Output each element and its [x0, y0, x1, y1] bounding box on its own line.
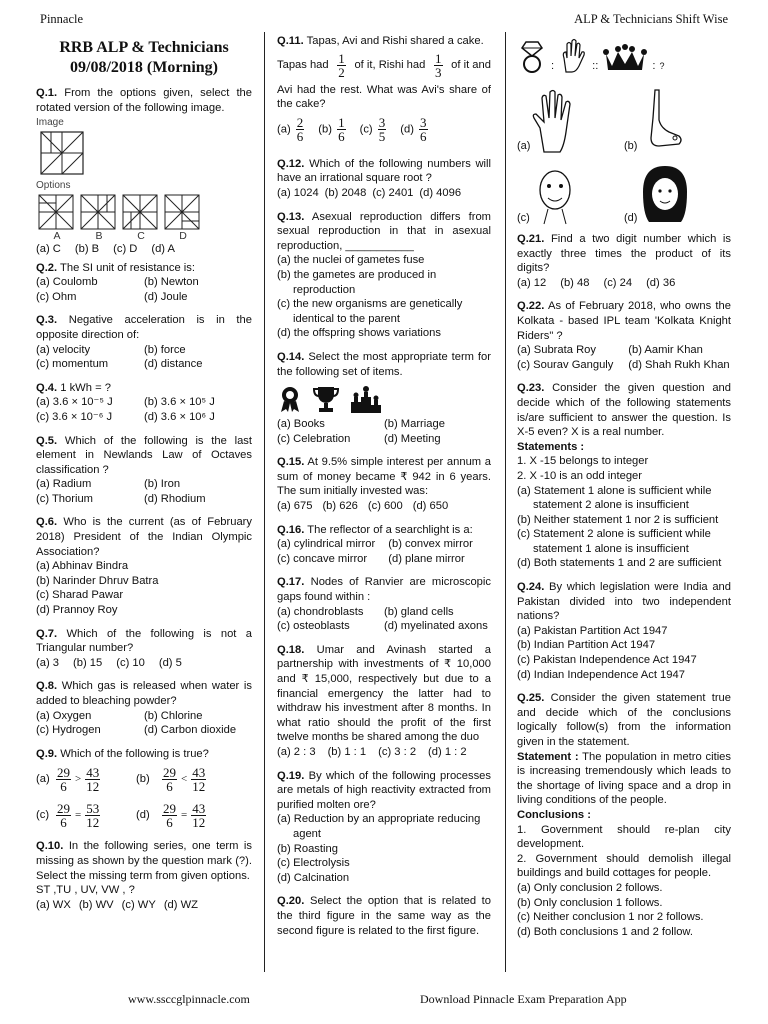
foot-icon: [637, 88, 687, 154]
question-16: Q.16. The reflector of a searchlight is a: (a) cylindrical mirror (b) convex mirror (c) concave mirror (d) plane mirror: [277, 523, 473, 565]
option-a[interactable]: (a) Statement 1 alone is sufficient while statement 2 alone is insufficient: [517, 484, 712, 512]
option-a[interactable]: (a) $\frac{2}{6}$: [277, 115, 304, 145]
option-b[interactable]: (b) Neither statement 1 nor 2 is sufficient: [517, 513, 719, 526]
series-text: ST ,TU , UV, VW , ?: [36, 884, 135, 897]
option-b[interactable]: (b) WV: [78, 898, 114, 911]
option-b[interactable]: (b) 48: [560, 276, 590, 289]
question-5: Q.5. Which of the following is the last element in Newlands Law of Octaves classification ? (a) Radium (b) Iron (c) Thorium (d) Rhodium: [36, 434, 253, 505]
option-d[interactable]: (d) $\frac{3}{6}$: [400, 115, 427, 145]
option-a[interactable]: (a) Pakistan Partition Act 1947: [517, 624, 668, 637]
option-b[interactable]: (b) $\frac{1}{6}$: [318, 115, 345, 145]
question-4: Q.4. 1 kWh = ? (a) 3.6 × 10⁻⁵ J (b) 3.6 × 10⁵ J (c) 3.6 × 10⁻⁶ J (d) 3.6 × 10⁶ J: [36, 381, 215, 423]
trophy-icon: [313, 385, 339, 413]
fraction-third: $\frac{1}{3}$: [435, 51, 442, 81]
option-d[interactable]: (d) A: [151, 242, 175, 255]
option-a[interactable]: (a) Radium: [36, 478, 92, 491]
option-a[interactable]: (a) 675: [277, 500, 313, 513]
option-d[interactable]: (d) Both conclusions 1 and 2 follow.: [517, 925, 693, 938]
paper-title: RRB ALP & Technicians 09/08/2018 (Morning): [59, 39, 229, 76]
column-divider-1: [264, 32, 265, 972]
woman-hair-icon: [637, 164, 693, 226]
option-b[interactable]: (b) $\frac{29}{6}$ < $\frac{43}{12}$: [136, 764, 206, 794]
option-c[interactable]: (c) $\frac{29}{6}$ = $\frac{53}{12}$: [36, 800, 100, 830]
option-b[interactable]: (b) 15: [73, 656, 103, 669]
option-c[interactable]: (c) Neither conclusion 1 nor 2 follows.: [517, 911, 704, 924]
question-2: Q.2. The SI unit of resistance is: (a) Coulomb (b) Newton (c) Ohm (d) Joule: [36, 261, 199, 303]
question-15: Q.15. At 9.5% simple interest per annum a sum of money became ₹ 942 in 6 years. The sum initially invested was: (a) 675 (b) 626 (c) 600 (d) 650: [277, 456, 491, 513]
option-b[interactable]: (b) Marriage: [384, 418, 445, 431]
podium-icon: [349, 385, 383, 413]
option-a[interactable]: (a) C: [36, 242, 61, 255]
option-b[interactable]: (b) Iron: [144, 478, 181, 491]
question-18: Q.18. Umar and Avinash started a partnership with investments of ₹ 10,000 and ₹ 15,000, respectively but due to a financial emergency the latter had to withdraw his investment after 8 months. In what ratio should the profit of the first twelve months be shared among the duo (a) 2 : 3 (b) 1 : 1 (c) 3 : 2 (d) 1 : 2: [277, 643, 491, 758]
question-21: Q.21. Find a two digit number which is exactly three times the product of its digits? (a) 12 (b) 48 (c) 24 (d) 36: [517, 233, 732, 289]
option-c[interactable]: (c) D: [113, 242, 138, 255]
option-a[interactable]: (a) velocity: [36, 343, 91, 356]
statements-label: Statements :: [517, 440, 585, 453]
conclusion-1: 1. Government should re-plan city development.: [517, 823, 731, 851]
question-11: Q.11. Tapas, Avi and Rishi shared a cake. Tapas had $\frac{1}{2}$ of it, Rishi had $\frac{1}{3}$ of it and Avi had the rest. What was Avi's share of the cake? (a) $\frac{2}{6}$ (b) $\frac{1}{6}$ (c) $\frac{3}{5}$ (d) $\frac{3}{6}$: [277, 35, 491, 145]
option-a[interactable]: (a) 12: [517, 276, 547, 289]
option-a[interactable]: (a) Only conclusion 2 follows.: [517, 881, 663, 894]
option-b[interactable]: (b) Only conclusion 1 follows.: [517, 896, 663, 909]
option-c[interactable]: (c) Pakistan Independence Act 1947: [517, 654, 697, 667]
item-icons: [277, 385, 491, 413]
column-divider-2: [505, 32, 506, 972]
question-6: Q.6. Who is the current (as of February 2018) President of the Indian Olympic Association? (a) Abhinav Bindra (b) Narinder Dhruv Batra (c) Sharad Pawar (d) Prannoy Roy: [36, 516, 253, 617]
footer-website[interactable]: www.ssccglpinnacle.com: [128, 992, 250, 1006]
option-a[interactable]: (a) chondroblasts: [277, 605, 364, 618]
option-b[interactable]: (b) Chlorine: [144, 709, 203, 722]
option-c[interactable]: (c) Electrolysis: [277, 857, 350, 870]
column-2: [277, 34, 491, 947]
option-d[interactable]: (d) Carbon dioxide: [144, 724, 237, 737]
option-c[interactable]: (c) Celebration: [277, 432, 351, 445]
option-d[interactable]: (d) 4096: [419, 186, 462, 199]
option-d[interactable]: (d) Shah Rukh Khan: [628, 358, 730, 371]
options-label: Options: [36, 180, 71, 192]
option-a[interactable]: (a) Coulomb: [36, 276, 98, 289]
column-3: [517, 34, 731, 948]
question-20-figures: : :: : ? (a) (b) (c) (d): [517, 34, 731, 226]
header-left: Pinnacle: [40, 12, 84, 26]
option-a[interactable]: (a) 2 : 3: [277, 745, 316, 758]
option-c[interactable]: (c) 3 : 2: [378, 745, 417, 758]
option-a[interactable]: (a) WX: [36, 898, 71, 911]
column-1: [36, 34, 252, 921]
option-c[interactable]: (c) Sharad Pawar: [36, 589, 124, 602]
option-c[interactable]: (c): [517, 158, 624, 226]
option-c[interactable]: (c) 3.6 × 10⁻⁶ J: [36, 410, 113, 423]
option-b[interactable]: (b) gland cells: [384, 605, 454, 618]
question-9: Q.9. Which of the following is true? (a) $\frac{29}{6}$ > $\frac{43}{12}$ (b) $\frac{29}{6}$ < $\frac{43}{12}$ (c) $\frac{29}{6}$ = $\frac{53}{12}$ (d) $\frac{29}{6}$ = $\frac{43}{12}$: [36, 747, 252, 834]
option-c[interactable]: (c) Ohm: [36, 290, 77, 303]
option-d[interactable]: (d) Prannoy Roy: [36, 604, 118, 617]
option-d[interactable]: (d) Joule: [144, 290, 188, 303]
option-a[interactable]: (a) Books: [277, 418, 325, 431]
hand-icon: [558, 38, 588, 74]
statement-label: Statement :: [517, 750, 579, 763]
option-d[interactable]: (d) the offspring shows variations: [277, 327, 441, 340]
option-d[interactable]: (d) Calcination: [277, 871, 350, 884]
footer-app-promo: Download Pinnacle Exam Preparation App: [420, 992, 627, 1006]
option-a[interactable]: (a) Reduction by an appropriate reducing agent: [277, 813, 481, 840]
option-d[interactable]: (d) Meeting: [384, 432, 441, 445]
option-b[interactable]: (b) Newton: [144, 276, 199, 289]
option-c[interactable]: (c) Sourav Ganguly: [517, 358, 614, 371]
question-figure: [40, 131, 84, 175]
option-d[interactable]: (d) 5: [158, 656, 182, 669]
option-b[interactable]: (b) Narinder Dhruv Batra: [36, 574, 159, 587]
option-d[interactable]: (d) myelinated axons: [384, 620, 488, 633]
option-b[interactable]: (b) Indian Partition Act 1947: [517, 639, 656, 652]
statement-text: The population in metro cities is increasing tremendously which leads to the shortage of living space and a drop in living conditions of the people.: [517, 750, 731, 807]
header-right: ALP & Technicians Shift Wise: [574, 12, 728, 26]
option-b[interactable]: (b) 3.6 × 10⁵ J: [144, 396, 215, 409]
option-b[interactable]: (b) 626: [322, 500, 358, 513]
question-22: Q.22. As of February 2018, who owns the Kolkata - based IPL team 'Kolkata Knight Riders" ? (a) Subrata Roy (b) Aamir Khan (c) Sourav Ganguly (d) Shah Rukh Khan: [517, 300, 731, 371]
option-c[interactable]: (c) concave mirror: [277, 552, 368, 565]
conclusions-label: Conclusions :: [517, 808, 591, 821]
question-17: Q.17. Nodes of Ranvier are microscopic gaps found within : (a) chondroblasts (b) gland cells (c) osteoblasts (d) myelinated axons: [277, 576, 491, 633]
question-7: Q.7. Which of the following is not a Triangular number? (a) 3 (b) 15 (c) 10 (d) 5: [36, 627, 252, 669]
answer-options: [36, 242, 252, 257]
statement-2: 2. X -10 is an odd integer: [517, 469, 643, 482]
option-a[interactable]: (a) 1024: [277, 186, 319, 199]
option-b[interactable]: (b) the gametes are produced in reproduction: [277, 268, 437, 296]
palm-icon: [530, 88, 580, 154]
option-figure-d[interactable]: [164, 194, 200, 230]
ring-icon: [517, 40, 547, 74]
option-figures: [38, 194, 252, 230]
option-c[interactable]: (c) Thorium: [36, 492, 93, 505]
conclusion-2: 2. Government should demolish illegal buildings and build cottages for people.: [517, 852, 731, 880]
option-a[interactable]: (a) cylindrical mirror: [277, 538, 376, 551]
option-d[interactable]: (d) Indian Independence Act 1947: [517, 668, 685, 681]
option-c[interactable]: (c) 10: [116, 656, 145, 669]
option-d[interactable]: (d) Rhodium: [144, 492, 206, 505]
question-1: Q.1. From the options given, select the rotated version of the following image. Image Options A B C D (a) C (b) B (c) D (d) A: [36, 87, 253, 255]
option-c[interactable]: (c) Hydrogen: [36, 724, 101, 737]
face-icon: [530, 164, 580, 226]
question-23: Q.23. Consider the given question and decide which of the following statements is/are sufficient to answer the question. Is X-5 even? X is a real number. Statements : 1. X -15 belongs to integer 2. X -10 is an odd integer (a) Statement 1 alone is sufficient while statement 2 alone is insufficient (b) Neither statement 1 nor 2 is sufficient (c) Statement 2 alone is sufficient while statement 1 alone is insufficient (d) Both statements 1 and 2 are sufficient: [517, 382, 731, 570]
question-3: Q.3. Negative acceleration is in the opposite direction of: (a) velocity (b) force (c) momentum (d) distance: [36, 314, 252, 371]
question-8: Q.8. Which gas is released when water is added to bleaching powder? (a) Oxygen (b) Chlorine (c) Hydrogen (d) Carbon dioxide: [36, 680, 252, 737]
option-d[interactable]: (d) $\frac{29}{6}$ = $\frac{43}{12}$: [136, 800, 206, 830]
option-b[interactable]: (b) B: [74, 242, 100, 255]
option-c[interactable]: (c) osteoblasts: [277, 620, 350, 633]
option-b[interactable]: (b) 1 : 1: [327, 745, 367, 758]
option-c[interactable]: (c) WY: [121, 898, 156, 911]
option-d[interactable]: (d) plane mirror: [388, 552, 465, 565]
image-label: Image: [36, 117, 64, 129]
fraction-half: $\frac{1}{2}$: [338, 51, 345, 81]
option-a[interactable]: (a) 3.6 × 10⁻⁵ J: [36, 396, 113, 409]
option-b[interactable]: (b) 2048: [324, 186, 367, 199]
option-d[interactable]: (d): [624, 158, 731, 226]
crown-icon: [602, 44, 648, 74]
option-b[interactable]: (b): [624, 82, 731, 154]
medal-icon: [277, 385, 303, 413]
option-b[interactable]: (b) force: [144, 343, 186, 356]
option-c[interactable]: (c) 600: [367, 500, 403, 513]
option-d[interactable]: (d) 650: [412, 500, 449, 513]
option-d[interactable]: (d) 3.6 × 10⁶ J: [144, 410, 215, 423]
question-25: Q.25. Consider the given statement true and decide which of the conclusions logically follow(s) from the information given in the statement. Statement : The population in metro cities is increasing tremendously which leads to the shortage of living space and a drop in living conditions of the people. Conclusions : 1. Government should re-plan city development. 2. Government should demolish illegal buildings and build cottages for people. (a) Only conclusion 2 follows. (b) Only conclusion 1 follows. (c) Neither conclusion 1 nor 2 follows. (d) Both conclusions 1 and 2 follow.: [517, 692, 732, 938]
option-a[interactable]: (a) Subrata Roy: [517, 344, 596, 357]
option-b[interactable]: (b) Roasting: [277, 842, 338, 855]
option-d[interactable]: (d) 1 : 2: [428, 745, 467, 758]
option-a[interactable]: (a) $\frac{29}{6}$ > $\frac{43}{12}$: [36, 764, 100, 794]
question-12: Q.12. Which of the following numbers will have an irrational square root ? (a) 1024 (b) 2048 (c) 2401 (d) 4096: [277, 157, 492, 199]
option-b[interactable]: (b) convex mirror: [388, 538, 473, 551]
question-10: Q.10. In the following series, one term is missing as shown by the question mark (?). Select the missing term from given options. ST ,TU , UV, VW , ? (a) WX (b) WV (c) WY (d) WZ: [36, 840, 252, 911]
option-figure-a[interactable]: [38, 194, 74, 230]
option-d[interactable]: (d) WZ: [163, 898, 198, 911]
option-c[interactable]: (c) 24: [603, 276, 633, 289]
option-d[interactable]: (d) 36: [646, 276, 676, 289]
option-a[interactable]: (a) the nuclei of gametes fuse: [277, 254, 425, 267]
option-a[interactable]: (a) Oxygen: [36, 709, 92, 722]
question-13: Q.13. Asexual reproduction differs from sexual reproduction in that in asexual reproduction, ___________ (a) the nuclei of gametes fuse (b) the gametes are produced in reproduction (c) the new organisms are genetically identical to the parent (d) the offspring shows variations: [277, 210, 491, 340]
option-c[interactable]: (c) momentum: [36, 358, 109, 371]
option-d[interactable]: (d) Both statements 1 and 2 are sufficient: [517, 557, 722, 570]
option-a[interactable]: (a) 3: [36, 656, 60, 669]
option-c[interactable]: (c) Statement 2 alone is sufficient while statement 1 alone is insufficient: [517, 528, 711, 555]
option-letters: A B C D: [53, 229, 187, 242]
option-b[interactable]: (b) Aamir Khan: [628, 344, 703, 357]
option-a[interactable]: (a) Abhinav Bindra: [36, 560, 129, 573]
statement-1: 1. X -15 belongs to integer: [517, 455, 649, 468]
option-d[interactable]: (d) distance: [144, 358, 203, 371]
option-figure-c[interactable]: [122, 194, 158, 230]
question-24: Q.24. By which legislation were India and Pakistan divided into two independent nations? (a) Pakistan Partition Act 1947 (b) Indian Partition Act 1947 (c) Pakistan Independence Act 1947 (d) Indian Independence Act 1947: [517, 581, 731, 681]
option-c[interactable]: (c) the new organisms are genetically identical to the parent: [277, 298, 463, 325]
option-c[interactable]: (c) $\frac{3}{5}$: [359, 115, 386, 145]
option-a[interactable]: (a): [517, 82, 624, 154]
option-c[interactable]: (c) 2401: [372, 186, 414, 199]
question-14: Q.14. Select the most appropriate term for the following set of items. (a) Books (b) Marriage (c) Celebration (d) Meeting: [277, 350, 491, 445]
question-20: Q.20. Select the option that is related to the third figure in the same way as the second figure is related to the first figure.: [277, 895, 491, 937]
option-figure-b[interactable]: [80, 194, 116, 230]
question-19: Q.19. By which of the following processes are metals of high reactivity extracted from purified molten ore? (a) Reduction by an appropriate reducing agent (b) Roasting (c) Electrolysis (d) Calcination: [277, 769, 491, 884]
